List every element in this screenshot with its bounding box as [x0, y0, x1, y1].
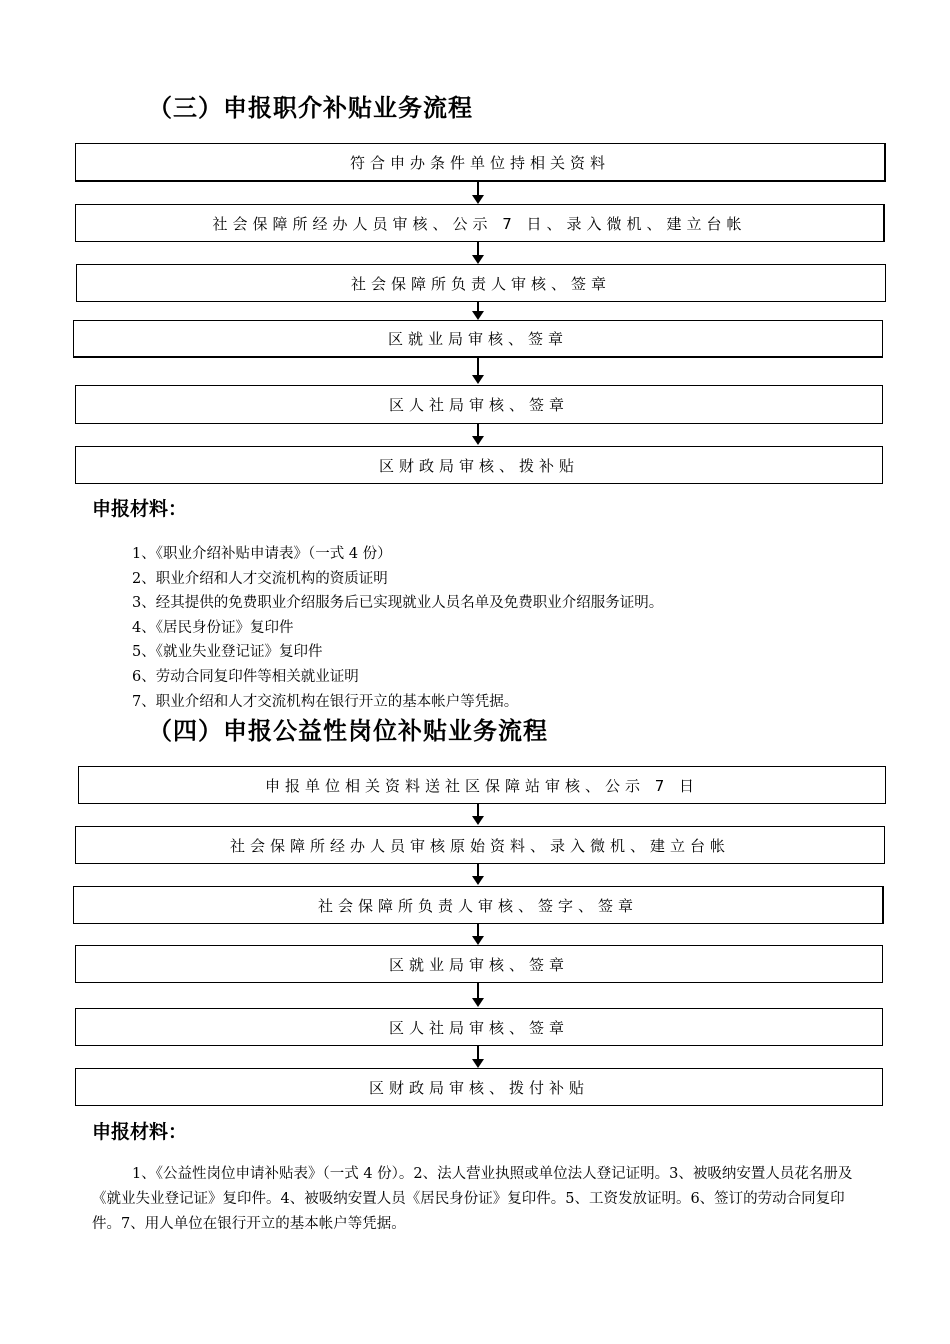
down-arrow-icon	[472, 804, 484, 825]
down-arrow-icon	[472, 424, 484, 445]
section4-title: （四）申报公益性岗位补贴业务流程	[148, 717, 548, 745]
section4-materials-text: 1、《公益性岗位申请补贴表》（一式 4 份）。2、法人营业执照或单位法人登记证明。3、被吸纳安置人员花名册及《就业失业登记证》复印件。4、被吸纳安置人员《居民身份证》复印件。5、工资发放证明。6、签订的劳动合同复印件。7、用人单位在银行开立的基本帐户等凭据。	[92, 1166, 853, 1232]
down-arrow-icon	[472, 983, 484, 1007]
down-arrow-icon	[472, 864, 484, 885]
down-arrow-icon	[472, 358, 484, 384]
list-item: 3、经其提供的免费职业介绍服务后已实现就业人员名单及免费职业介绍服务证明。	[132, 595, 664, 612]
section3-step-4: 区就业局审核、签章	[73, 320, 883, 358]
section3-step-1: 符合申办条件单位持相关资料	[75, 143, 886, 182]
list-item: 2、职业介绍和人才交流机构的资质证明	[132, 570, 388, 587]
section4-step-6: 区财政局审核、拨付补贴	[75, 1068, 883, 1106]
section4-step-4: 区就业局审核、签章	[75, 945, 883, 983]
down-arrow-icon	[472, 302, 484, 320]
list-item: 6、劳动合同复印件等相关就业证明	[132, 668, 359, 685]
section3-materials-heading: 申报材料：	[92, 498, 188, 520]
down-arrow-icon	[472, 1046, 484, 1068]
section4-step-3: 社会保障所负责人审核、签字、签章	[73, 886, 884, 924]
section3-step-2: 社会保障所经办人员审核、公示 7 日、录入微机、建立台帐	[75, 204, 885, 242]
section4-step-5: 区人社局审核、签章	[75, 1008, 883, 1046]
section3-title: （三）申报职介补贴业务流程	[148, 94, 473, 122]
down-arrow-icon	[472, 924, 484, 945]
section3-step-6: 区财政局审核、拨补贴	[75, 446, 883, 484]
list-item: 1、《职业介绍补贴申请表》（一式 4 份）	[132, 546, 392, 562]
list-item: 4、《居民身份证》复印件	[132, 619, 294, 636]
section4-step-1: 申报单位相关资料送社区保障站审核、公示 7 日	[78, 766, 886, 804]
section4-step-2: 社会保障所经办人员审核原始资料、录入微机、建立台帐	[75, 826, 885, 864]
down-arrow-icon	[472, 182, 484, 204]
down-arrow-icon	[472, 242, 484, 264]
list-item: 5、《就业失业登记证》复印件	[132, 644, 323, 661]
section3-step-3: 社会保障所负责人审核、签章	[76, 264, 886, 302]
list-item: 7、职业介绍和人才交流机构在银行开立的基本帐户等凭据。	[132, 693, 519, 710]
section3-materials-list	[132, 542, 663, 714]
section3-step-5: 区人社局审核、签章	[75, 385, 883, 424]
section4-materials-heading: 申报材料：	[92, 1121, 188, 1143]
